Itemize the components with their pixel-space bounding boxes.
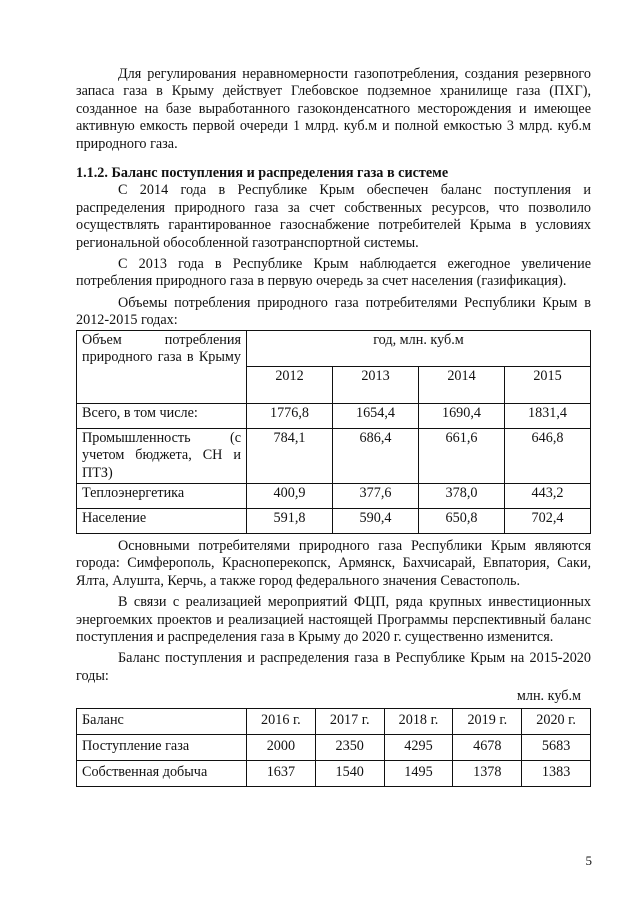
row-label: Население — [77, 508, 247, 533]
paragraph-balance: С 2014 года в Республике Крым обеспечен баланс поступления и распределения природного газа за счет собственных ресурсов, что позволило осуществлять гарантированное газоснабжение потребителей Крыма в условиях региональной обособленной газотранспортной системы. — [76, 182, 591, 251]
paragraph-consumption-growth: С 2013 года в Республике Крым наблюдается ежегодное увеличение потребления природного газа в первую очередь за счет населения (газификация). — [76, 256, 591, 290]
cell-value: 377,6 — [333, 483, 419, 508]
balance-table — [76, 708, 591, 787]
cell-value: 650,8 — [419, 508, 505, 533]
row-label: Поступление газа — [77, 734, 247, 760]
table-row — [77, 508, 591, 533]
row-label: Собственная добыча — [77, 760, 247, 786]
header-cell: Баланс — [77, 708, 247, 734]
cell-value: 1654,4 — [333, 403, 419, 428]
paragraph-balance-forecast: Баланс поступления и распределения газа в Республике Крым на 2015-2020 годы: — [76, 650, 591, 684]
cell-value: 4678 — [453, 734, 522, 760]
paragraph-program-impact: В связи с реализацией мероприятий ФЦП, ряда крупных инвестиционных энергоемких проектов и реализацией настоящей Программы перспективный баланс поступления и распределения газа в Крыму до 2020 г. существенно изменится. — [76, 594, 591, 645]
document-page — [76, 66, 591, 787]
table-row — [77, 483, 591, 508]
cell-value: 1540 — [315, 760, 384, 786]
header-cell: 2016 г. — [247, 708, 316, 734]
row-label: Промышленность (с учетом бюджета, СН и ПТЗ) — [77, 428, 247, 483]
year-header: 2012 — [247, 367, 333, 404]
year-header: 2014 — [419, 367, 505, 404]
paragraph-storage: Для регулирования неравномерности газопотребления, создания резервного запаса газа в Крыму действует Глебовское подземное хранилище газа (ПХГ), созданное на базе выработанного газоконденсатного месторождения и имеющее активную емкость первой очереди 1 млрд. куб.м и полной емкостью 3 млрд. куб.м природного газа. — [76, 66, 591, 152]
table-row — [77, 760, 591, 786]
cell-value: 5683 — [522, 734, 591, 760]
cell-value: 646,8 — [505, 428, 591, 483]
table-row — [77, 428, 591, 483]
cell-value: 686,4 — [333, 428, 419, 483]
cell-value: 1637 — [247, 760, 316, 786]
table-header-row — [77, 708, 591, 734]
cell-value: 784,1 — [247, 428, 333, 483]
cell-value: 2350 — [315, 734, 384, 760]
cell-value: 1776,8 — [247, 403, 333, 428]
cell-value: 4295 — [384, 734, 453, 760]
cell-value: 1378 — [453, 760, 522, 786]
year-header: 2015 — [505, 367, 591, 404]
header-cell: 2020 г. — [522, 708, 591, 734]
cell-value: 1690,4 — [419, 403, 505, 428]
page-number: 5 — [585, 853, 592, 868]
table-row — [77, 734, 591, 760]
cell-value: 1495 — [384, 760, 453, 786]
cell-value: 1831,4 — [505, 403, 591, 428]
header-cell: 2017 г. — [315, 708, 384, 734]
cell-value: 591,8 — [247, 508, 333, 533]
cell-value: 443,2 — [505, 483, 591, 508]
table-group-header: год, млн. куб.м — [247, 330, 591, 367]
cell-value: 661,6 — [419, 428, 505, 483]
cell-value: 2000 — [247, 734, 316, 760]
row-label: Теплоэнергетика — [77, 483, 247, 508]
table1-caption: Объемы потребления природного газа потребителями Республики Крым в 2012-2015 годах: — [76, 294, 591, 329]
table-header-row — [77, 330, 591, 367]
consumption-table — [76, 330, 591, 534]
year-header: 2013 — [333, 367, 419, 404]
section-heading: 1.1.2. Баланс поступления и распределения газа в системе — [76, 165, 449, 182]
cell-value: 400,9 — [247, 483, 333, 508]
table2-unit: млн. куб.м — [516, 688, 581, 705]
row-label: Всего, в том числе: — [77, 403, 247, 428]
header-cell: 2019 г. — [453, 708, 522, 734]
paragraph-main-consumers: Основными потребителями природного газа Республики Крым являются города: Симферополь, Красноперекопск, Армянск, Бахчисарай, Евпатория, Саки, Ялта, Алушта, Керчь, а также город федерального значения Севастополь. — [76, 537, 591, 589]
table-corner-cell: Объем потребления природного газа в Крыму — [77, 330, 247, 403]
table-row — [77, 403, 591, 428]
cell-value: 590,4 — [333, 508, 419, 533]
cell-value: 1383 — [522, 760, 591, 786]
header-cell: 2018 г. — [384, 708, 453, 734]
cell-value: 378,0 — [419, 483, 505, 508]
cell-value: 702,4 — [505, 508, 591, 533]
